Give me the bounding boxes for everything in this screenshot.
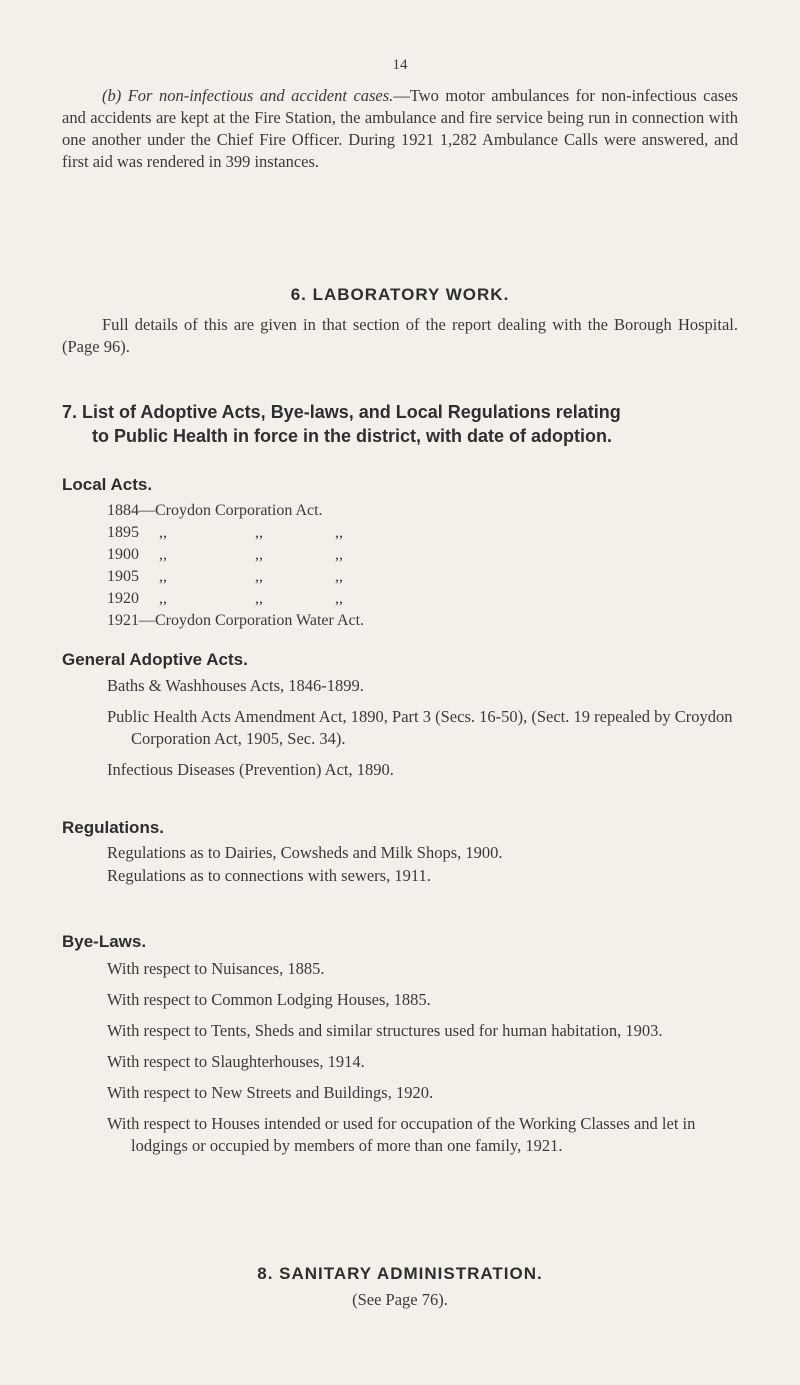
list-item: Baths & Washhouses Acts, 1846-1899.: [107, 676, 364, 695]
bye-laws-heading: Bye-Laws.: [62, 932, 147, 951]
list-item: With respect to Nuisances, 1885.: [107, 959, 325, 978]
laboratory-paragraph: Full details of this are given in that section of the report dealing with the Borough Hospital. (Page 96).: [62, 315, 738, 356]
list-item: With respect to Tents, Sheds and similar structures used for human habitation, 1903.: [107, 1021, 663, 1040]
list-item: Public Health Acts Amendment Act, 1890, Part 3 (Secs. 16-50), (Sect. 19 repealed by Croydon Corporation Act, 1905, Sec. 34).: [107, 707, 733, 748]
paragraph-text: —Two motor ambulances for non-infectious cases and accidents are kept at the Fire Station, the ambulance and fire service being run in connection with one another under the Chief Fire Officer. During 1921 1,282 Ambulance Calls were answered, and first aid was rendered in 399 instances.: [62, 86, 738, 171]
page-number: 14: [392, 57, 408, 73]
list-item: With respect to New Streets and Buildings, 1920.: [107, 1083, 434, 1102]
see-page-note: (See Page 76).: [352, 1290, 448, 1309]
section-7-heading: [62, 400, 762, 448]
general-acts-list: [107, 675, 737, 781]
general-acts-heading: General Adoptive Acts.: [62, 650, 248, 669]
section-7-heading-line2: to Public Health in force in the district, with date of adoption.: [92, 426, 613, 446]
local-act-ditto-row: 1905 ,, ,, ,,: [107, 568, 343, 585]
list-item: With respect to Slaughterhouses, 1914.: [107, 1052, 365, 1071]
list-item: With respect to Houses intended or used for occupation of the Working Classes and let in lodgings or occupied by members of more than one family, 1921.: [107, 1114, 696, 1155]
paragraph-label: (b) For non-infectious and accident cases.: [102, 86, 394, 105]
section-7-heading-line1: 7. List of Adoptive Acts, Bye-laws, and Local Regulations relating: [62, 402, 621, 422]
local-act-ditto-row: 1920 ,, ,, ,,: [107, 590, 343, 607]
local-acts-heading: Local Acts.: [62, 475, 153, 494]
section-6-heading: 6. LABORATORY WORK.: [290, 285, 510, 304]
regulations-heading: Regulations.: [62, 818, 165, 837]
bye-laws-list: [107, 958, 737, 1157]
local-act-1921: 1921—Croydon Corporation Water Act.: [107, 612, 365, 629]
ambulance-paragraph: [62, 85, 738, 173]
local-act-ditto-row: 1895 ,, ,, ,,: [107, 524, 343, 541]
local-act-1884: 1884—Croydon Corporation Act.: [107, 502, 323, 519]
section-8-heading: 8. SANITARY ADMINISTRATION.: [257, 1264, 543, 1283]
list-item: Regulations as to connections with sewers, 1911.: [107, 866, 431, 885]
list-item: Regulations as to Dairies, Cowsheds and Milk Shops, 1900.: [107, 843, 503, 862]
list-item: Infectious Diseases (Prevention) Act, 1890.: [107, 760, 394, 779]
local-act-ditto-row: 1900 ,, ,, ,,: [107, 546, 343, 563]
list-item: With respect to Common Lodging Houses, 1885.: [107, 990, 431, 1009]
local-acts-list: [107, 500, 397, 632]
regulations-list: [107, 842, 737, 887]
